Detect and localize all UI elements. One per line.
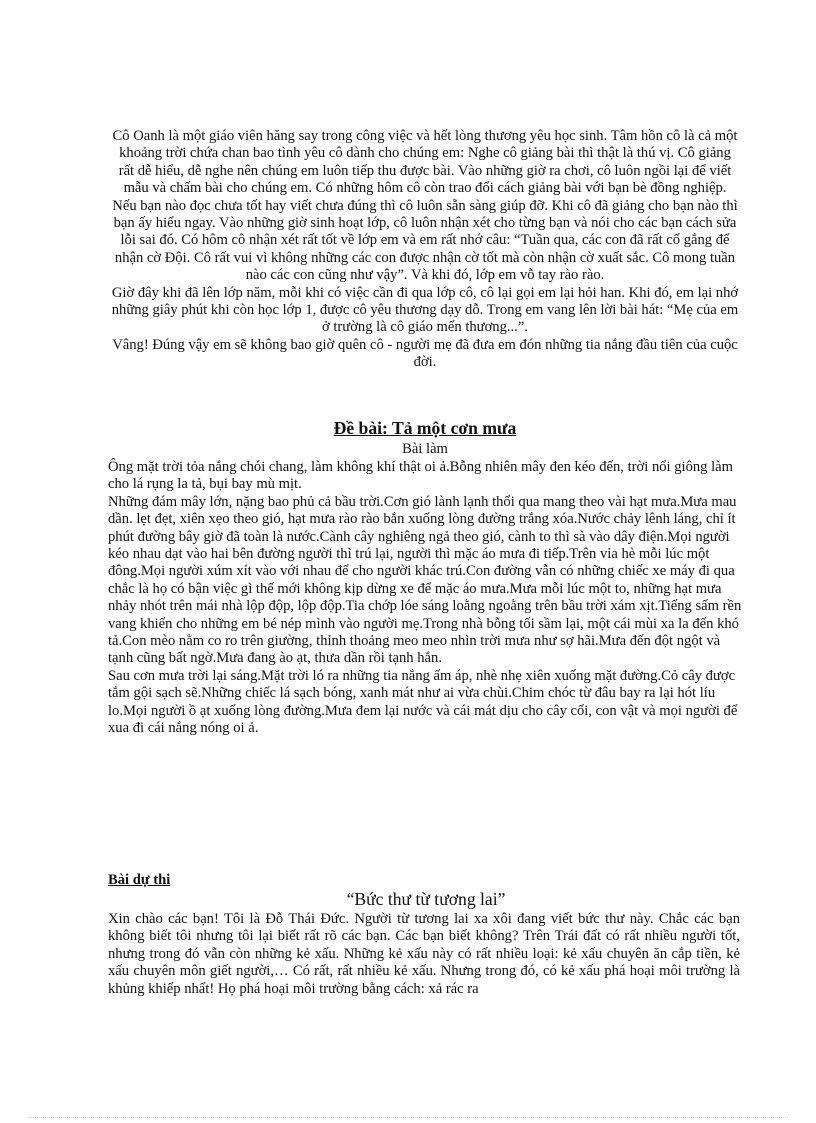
essay-teacher xyxy=(111,128,739,372)
page-bottom-divider xyxy=(28,1117,788,1118)
essay-rain-subtitle: Bài làm xyxy=(402,441,448,457)
essay-rain-paragraph-3: Sau cơn mưa trời lại sáng.Mặt trời ló ra những tia nắng ấm áp, nhè nhẹ xiên xuống mặt đường.Cỏ cây được tắm gội sạch sẽ.Những chiếc lá sạch bóng, xanh mát như ai vừa chùi.Chim chóc từ đâu bay ra lại hót líu lo.Mọi người ồ ạt xuống lòng đường.Mưa đem lại nước và cái mát dịu cho cây cối, con vật và mọi người để xua đi cái nắng nóng oi ả. xyxy=(108,667,738,737)
letter-paragraph-1: Xin chào các bạn! Tôi là Đỗ Thái Đức. Người từ tương lai xa xôi đang viết bức thư này. Chắc các bạn không biết tôi nhưng tôi lại biết rất rõ các bạn. Các bạn biết không? Trên Trái đất có rất nhiều người tốt, nhưng trong đó vẫn còn những kẻ xấu. Những kẻ xấu này có rất nhiều loại: kẻ xấu chuyên ăn cắp tiền, kẻ xấu chuyên môn giết người,… Có rất, rất nhiều kẻ xấu. Nhưng trong đó, có kẻ xấu phá hoại môi trường là khủng khiếp nhất! Họ phá hoại môi trường bằng cách: xả rác ra xyxy=(108,911,740,997)
essay-teacher-paragraph-2: Giờ đây khi đã lên lớp năm, mỗi khi có việc cần đi qua lớp cô, cô lại gọi em lại hỏi han. Khi đó, em lại nhớ những giây phút khi còn học lớp 1, được cô yêu thương dạy dỗ. Trong em vang lên lời bài hát: “Mẹ của em ở trường là cô giáo mến thương...”. xyxy=(111,284,739,336)
essay-rain-title: Đề bài: Tả một cơn mưa xyxy=(333,418,517,438)
letter-from-future xyxy=(108,911,740,998)
essay-rain xyxy=(108,459,744,738)
letter-title: “Bức thư từ tương lai” xyxy=(346,889,506,909)
essay-teacher-paragraph-1: Cô Oanh là một giáo viên hăng say trong công việc và hết lòng thương yêu học sinh. Tâm hồn cô là cả một khoảng trời chứa chan bao tình yêu cô dành cho chúng em: Nghe cô giảng bài thì thật là thú vị. Cô giảng rất dễ hiểu, dễ nghe nên chúng em luôn tiếp thu được bài. Vào những giờ ra chơi, cô luôn ngồi lại để viết mẫu và chấm bài cho chúng em. Có những hôm cô còn trao đổi cách giảng bài với bạn bè đồng nghiệp. Nếu bạn nào đọc chưa tốt hay viết chưa đúng thì cô luôn sẵn sàng giúp đỡ. Khi cô đã giảng cho bạn nào thì bạn ấy hiểu ngay. Vào những giờ sinh hoạt lớp, cô luôn nhận xét cho từng bạn và nói cho các bạn cách sửa lỗi sai đó. Có hôm cô nhận xét rất tốt về lớp em và em rất nhớ câu: “Tuần qua, các con đã rất cố gắng để nhận cờ Đội. Cô rất vui vì không những các con được nhận cờ tốt mà còn nhận cờ xuất sắc. Cô mong tuần nào các con cũng như vậy”. Và khi đó, lớp em vỗ tay rào rào. xyxy=(112,128,738,284)
contest-entry-label: Bài dự thi xyxy=(108,872,171,888)
essay-rain-paragraph-2: Những đám mây lớn, nặng bao phủ cả bầu trời.Cơn gió lành lạnh thổi qua mang theo vài hạt mưa.Mưa mau dần. lẹt đẹt, xiên xẹo theo gió, hạt mưa rào rào bắn xuống lòng đường trắng xóa.Nước chảy lênh láng, chỉ ít phút đường bây giờ đã toàn là nước.Cành cây nghiêng ngả theo gió, cành to thì sà vào dây điện.Mọi người kéo nhau dạt vào hai bên đường người thì trú lại, người thì mặc áo mưa đi tiếp.Trên vỉa hè mỗi lúc một đông.Mọi người xúm xít vào với nhau để cho người khác trú.Con đường vẫn có những chiếc xe máy đi qua chắc là họ có bận việc gì thế mới không kịp dừng xe để mặc áo mưa.Mưa mỗi lúc một to, những hạt mưa nhảy nhót trên mái nhà lộp độp, lộp độp.Tia chớp lóe sáng loằng ngoằng trên bầu trời xám xịt.Tiếng sấm rền vang khiến cho những em bé nép mình vào người mẹ.Trong nhà bỗng tối sầm lại, một cái mùi xa la đến khó tả.Con mèo nằm co ro trên giường, thỉnh thoảng meo meo nhìn trời mưa như sợ hãi.Mưa đến đột ngột và tạnh cũng bất ngờ.Mưa đang ào ạt, thưa dần rồi tạnh hẳn. xyxy=(108,493,742,667)
essay-teacher-paragraph-3: Vâng! Đúng vậy em sẽ không bao giờ quên cô - người mẹ đã đưa em đón những tia nắng đầu tiên của cuộc đời. xyxy=(112,336,738,371)
essay-rain-paragraph-1: Ông mặt trời tỏa nắng chói chang, làm không khí thật oi ả.Bỗng nhiên mây đen kéo đến, trời nổi giông làm cho lá rụng la tả, bụi bay mù mịt. xyxy=(108,459,734,493)
